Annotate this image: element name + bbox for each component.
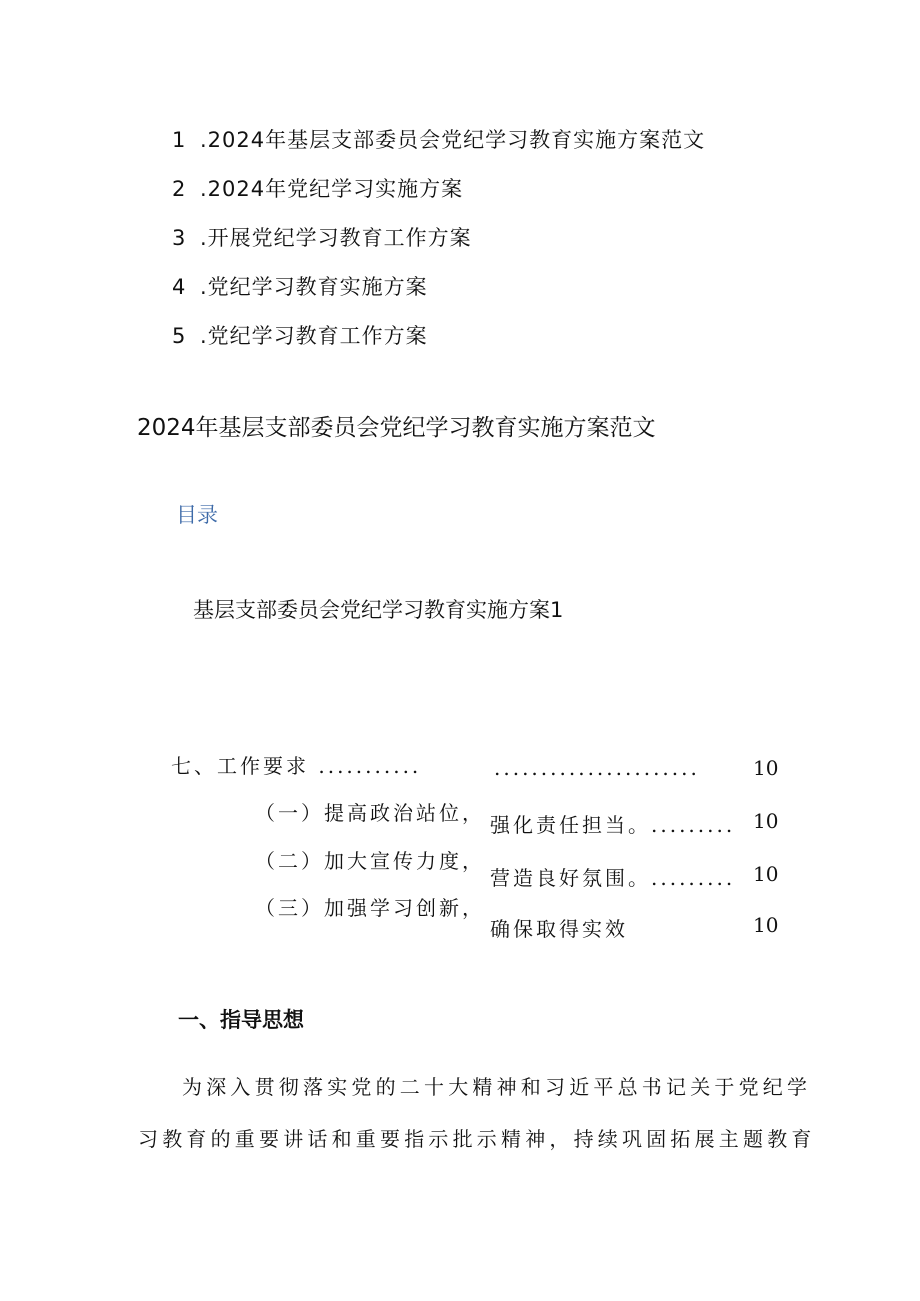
toc-row-right: 强化责任担当。......... bbox=[490, 813, 736, 837]
section-heading: 一、指导思想 bbox=[178, 1008, 304, 1032]
toc-row-left[interactable]: （二）加大宣传力度， bbox=[255, 849, 485, 873]
contents-item-text: .开展党纪学习教育工作方案 bbox=[200, 226, 472, 250]
toc-heading[interactable]: 目录 bbox=[176, 503, 218, 527]
contents-item-4 bbox=[172, 271, 428, 301]
toc-row-page: 10 bbox=[753, 809, 779, 833]
contents-item-1 bbox=[172, 124, 705, 154]
contents-item-text: .党纪学习教育工作方案 bbox=[200, 324, 428, 348]
contents-item-number: 5 bbox=[172, 324, 187, 348]
contents-item-number: 2 bbox=[172, 177, 187, 201]
contents-item-3 bbox=[172, 222, 472, 252]
toc-row-right: ...................... bbox=[494, 756, 700, 780]
document-title: 2024年基层支部委员会党纪学习教育实施方案范文 bbox=[137, 415, 656, 441]
contents-item-text: .2024年基层支部委员会党纪学习教育实施方案范文 bbox=[200, 128, 706, 152]
toc-row-page: 10 bbox=[753, 862, 779, 886]
contents-item-2 bbox=[172, 173, 463, 203]
contents-item-number: 1 bbox=[172, 128, 187, 152]
body-paragraph-line: 为深入贯彻落实党的二十大精神和习近平总书记关于党纪学 bbox=[182, 1075, 812, 1099]
toc-row-right: 营造良好氛围。......... bbox=[490, 866, 736, 890]
toc-row-left[interactable]: （一）提高政治站位， bbox=[255, 801, 485, 825]
toc-row-left[interactable]: 七、工作要求 ........... bbox=[171, 754, 422, 778]
toc-row-right: 确保取得实效 bbox=[490, 917, 628, 941]
contents-item-text: .党纪学习教育实施方案 bbox=[200, 275, 428, 299]
toc-row-page: 10 bbox=[753, 913, 779, 937]
body-paragraph-line: 习教育的重要讲话和重要指示批示精神，持续巩固拓展主题教育 bbox=[138, 1127, 816, 1151]
contents-item-number: 3 bbox=[172, 226, 187, 250]
toc-row-page: 10 bbox=[753, 756, 779, 780]
toc-row-left[interactable]: （三）加强学习创新， bbox=[255, 896, 485, 920]
contents-item-number: 4 bbox=[172, 275, 187, 299]
contents-item-5 bbox=[172, 320, 428, 350]
toc-entry[interactable]: 基层支部委员会党纪学习教育实施方案1 bbox=[193, 598, 564, 622]
toc-detail-block bbox=[150, 740, 790, 941]
contents-item-text: .2024年党纪学习实施方案 bbox=[200, 177, 464, 201]
